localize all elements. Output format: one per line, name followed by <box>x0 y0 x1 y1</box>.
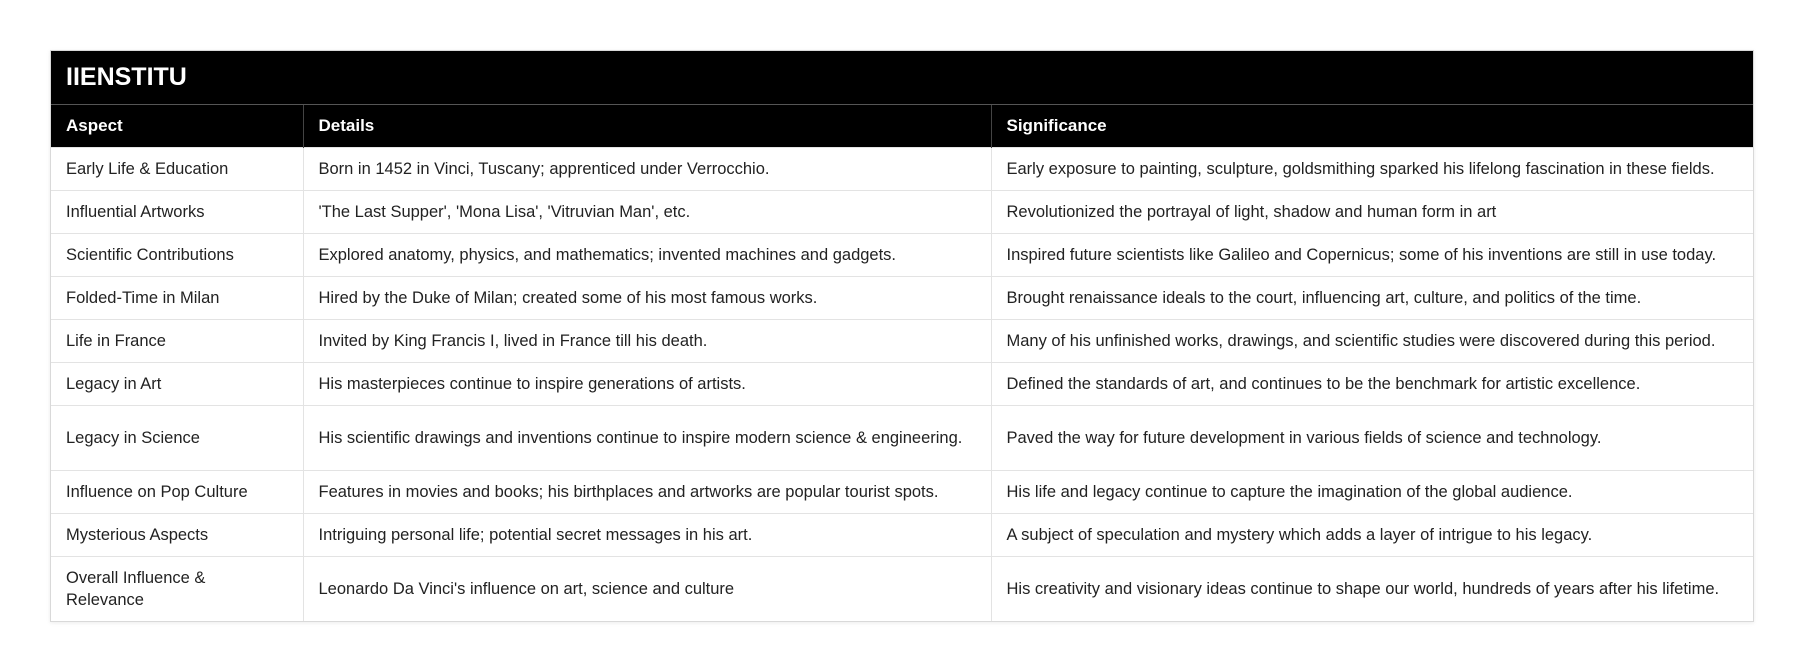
details-cell: Intriguing personal life; potential secret messages in his art. <box>303 514 991 557</box>
details-cell: Invited by King Francis I, lived in France till his death. <box>303 320 991 363</box>
details-cell: His masterpieces continue to inspire generations of artists. <box>303 363 991 406</box>
details-cell: Born in 1452 in Vinci, Tuscany; apprenticed under Verrocchio. <box>303 148 991 191</box>
table-row <box>51 234 1753 277</box>
significance-cell: His creativity and visionary ideas continue to shape our world, hundreds of years after his lifetime. <box>991 557 1753 622</box>
details-cell: 'The Last Supper', 'Mona Lisa', 'Vitruvian Man', etc. <box>303 191 991 234</box>
details-cell: Hired by the Duke of Milan; created some of his most famous works. <box>303 277 991 320</box>
details-cell: His scientific drawings and inventions continue to inspire modern science & engineering. <box>303 406 991 471</box>
significance-cell: Revolutionized the portrayal of light, shadow and human form in art <box>991 191 1753 234</box>
significance-cell: Early exposure to painting, sculpture, goldsmithing sparked his lifelong fascination in these fields. <box>991 148 1753 191</box>
aspect-cell: Legacy in Art <box>51 363 303 406</box>
header-significance: Significance <box>991 105 1753 148</box>
aspect-cell: Folded-Time in Milan <box>51 277 303 320</box>
table-row <box>51 471 1753 514</box>
table-title-row <box>51 51 1753 105</box>
aspect-cell: Influential Artworks <box>51 191 303 234</box>
table-row <box>51 320 1753 363</box>
table-row <box>51 277 1753 320</box>
significance-cell: His life and legacy continue to capture the imagination of the global audience. <box>991 471 1753 514</box>
table-row <box>51 514 1753 557</box>
aspect-cell: Influence on Pop Culture <box>51 471 303 514</box>
table-row <box>51 557 1753 622</box>
significance-cell: Inspired future scientists like Galileo and Copernicus; some of his inventions are still in use today. <box>991 234 1753 277</box>
details-cell: Features in movies and books; his birthplaces and artworks are popular tourist spots. <box>303 471 991 514</box>
aspect-cell: Legacy in Science <box>51 406 303 471</box>
aspect-cell: Scientific Contributions <box>51 234 303 277</box>
aspect-cell: Life in France <box>51 320 303 363</box>
table-header-row <box>51 105 1753 148</box>
aspect-cell: Mysterious Aspects <box>51 514 303 557</box>
significance-cell: A subject of speculation and mystery which adds a layer of intrigue to his legacy. <box>991 514 1753 557</box>
significance-cell: Paved the way for future development in various fields of science and technology. <box>991 406 1753 471</box>
aspect-cell: Overall Influence & Relevance <box>51 557 303 622</box>
info-table <box>51 51 1753 621</box>
significance-cell: Many of his unfinished works, drawings, and scientific studies were discovered during this period. <box>991 320 1753 363</box>
table-title: IIENSTITU <box>51 51 1753 105</box>
header-details: Details <box>303 105 991 148</box>
significance-cell: Defined the standards of art, and continues to be the benchmark for artistic excellence. <box>991 363 1753 406</box>
table-row <box>51 148 1753 191</box>
header-aspect: Aspect <box>51 105 303 148</box>
details-cell: Explored anatomy, physics, and mathematics; invented machines and gadgets. <box>303 234 991 277</box>
table-row <box>51 363 1753 406</box>
details-cell: Leonardo Da Vinci's influence on art, science and culture <box>303 557 991 622</box>
aspect-cell: Early Life & Education <box>51 148 303 191</box>
info-table-container <box>50 50 1754 622</box>
table-row <box>51 191 1753 234</box>
significance-cell: Brought renaissance ideals to the court, influencing art, culture, and politics of the time. <box>991 277 1753 320</box>
table-row <box>51 406 1753 471</box>
